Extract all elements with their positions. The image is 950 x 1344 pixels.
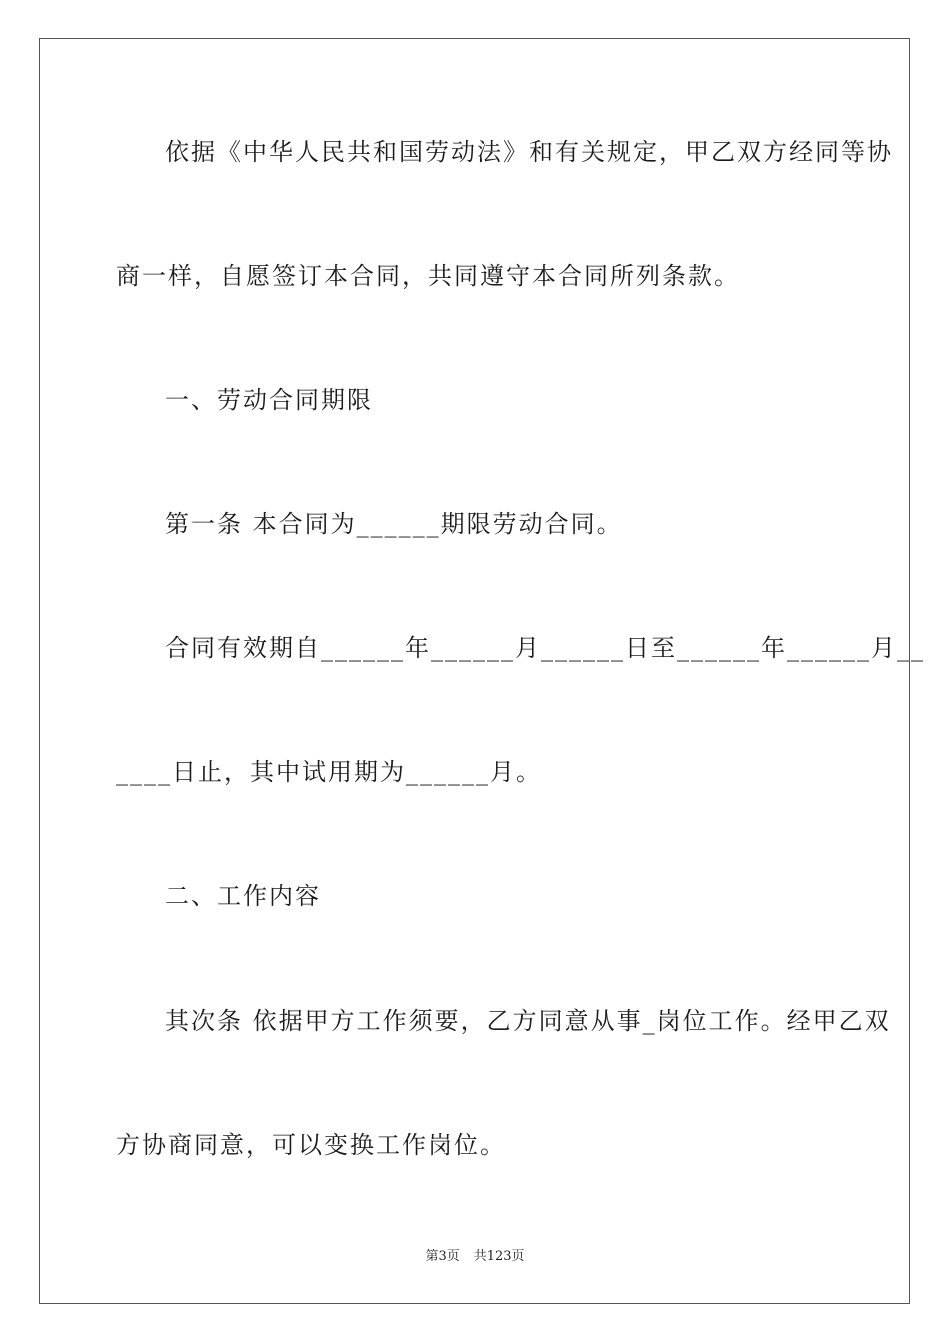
total-pages: 共123页 <box>473 1249 525 1264</box>
page-border <box>39 38 925 1304</box>
page-number: 第3页 <box>425 1249 460 1264</box>
section-heading-work-content: 二、工作内容 <box>165 882 321 910</box>
page-footer <box>0 1248 950 1266</box>
paragraph-intro-line-2: 商一样，自愿签订本合同，共同遵守本合同所列条款。 <box>116 262 740 290</box>
article-1-line: 第一条 本合同为______期限劳动合同。 <box>165 510 623 538</box>
article-2-line-1: 其次条 依据甲方工作须要，乙方同意从事_岗位工作。经甲乙双 <box>165 1007 891 1035</box>
validity-period-line-2: ____日止，其中试用期为______月。 <box>116 758 542 786</box>
validity-period-line-1: 合同有效期自______年______月______日至______年______月__ <box>165 634 925 662</box>
article-2-line-2: 方协商同意，可以变换工作岗位。 <box>116 1131 506 1159</box>
paragraph-intro-line-1: 依据《中华人民共和国劳动法》和有关规定，甲乙双方经同等协 <box>165 138 893 166</box>
section-heading-contract-term: 一、劳动合同期限 <box>165 386 373 414</box>
